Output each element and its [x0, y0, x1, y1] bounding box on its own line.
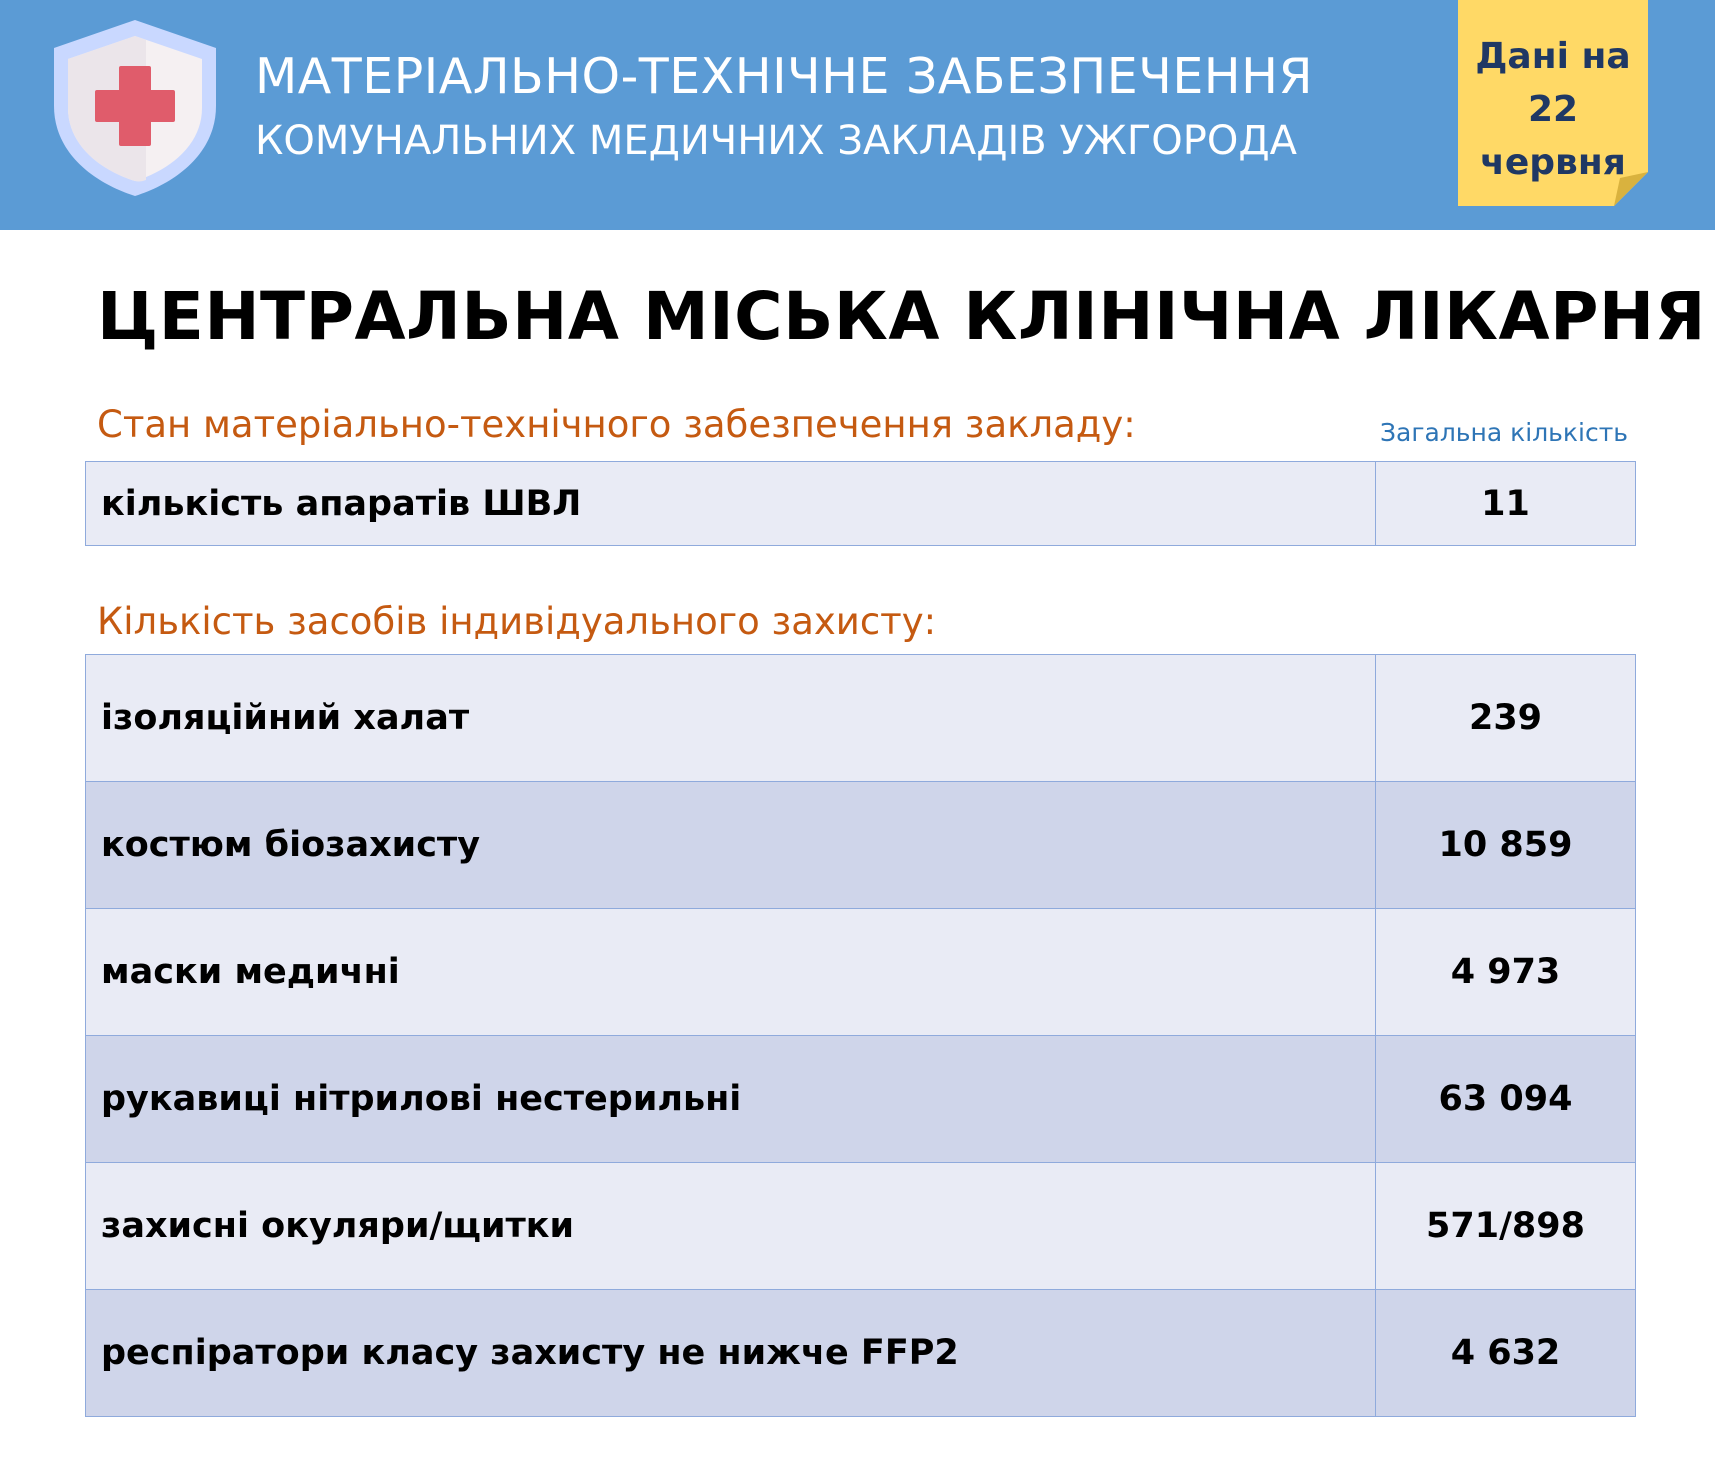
row-value: 571/898 — [1376, 1163, 1636, 1290]
date-note-line1: Дані на — [1475, 36, 1631, 77]
table-row — [86, 462, 1636, 546]
row-value: 11 — [1376, 462, 1636, 546]
date-note-day: 22 — [1527, 89, 1579, 130]
header-subtitle: КОМУНАЛЬНИХ МЕДИЧНИХ ЗАКЛАДІВ УЖГОРОДА — [255, 118, 1297, 164]
date-note-text — [1458, 30, 1648, 189]
row-label: респіратори класу захисту не нижче FFP2 — [86, 1290, 1376, 1417]
row-value: 239 — [1376, 655, 1636, 782]
date-sticky-note — [1458, 0, 1648, 206]
row-value: 10 859 — [1376, 782, 1636, 909]
row-value: 4 973 — [1376, 909, 1636, 1036]
ppe-table — [85, 654, 1636, 1417]
row-label: захисні окуляри/щитки — [86, 1163, 1376, 1290]
row-label: ізоляційний халат — [86, 655, 1376, 782]
equipment-table — [85, 461, 1636, 546]
date-note-month: червня — [1480, 142, 1626, 183]
row-label: кількість апаратів ШВЛ — [86, 462, 1376, 546]
table-row — [86, 1163, 1636, 1290]
ppe-section-title: Кількість засобів індивідуального захисту: — [97, 600, 937, 643]
header-title: МАТЕРІАЛЬНО-ТЕХНІЧНЕ ЗАБЕЗПЕЧЕННЯ — [255, 48, 1314, 105]
table-row — [86, 782, 1636, 909]
row-label: маски медичні — [86, 909, 1376, 1036]
equipment-section-title: Стан матеріально-технічного забезпечення закладу: — [97, 403, 1136, 446]
row-value: 63 094 — [1376, 1036, 1636, 1163]
column-header-total: Загальна кількість — [1380, 418, 1628, 447]
header-banner — [0, 0, 1715, 230]
row-label: костюм біозахисту — [86, 782, 1376, 909]
table-row — [86, 1290, 1636, 1417]
table-row — [86, 1036, 1636, 1163]
row-value: 4 632 — [1376, 1290, 1636, 1417]
shield-red-cross-icon — [46, 18, 224, 198]
hospital-title: ЦЕНТРАЛЬНА МІСЬКА КЛІНІЧНА ЛІКАРНЯ — [97, 278, 1706, 355]
table-row — [86, 909, 1636, 1036]
row-label: рукавиці нітрилові нестерильні — [86, 1036, 1376, 1163]
table-row — [86, 655, 1636, 782]
